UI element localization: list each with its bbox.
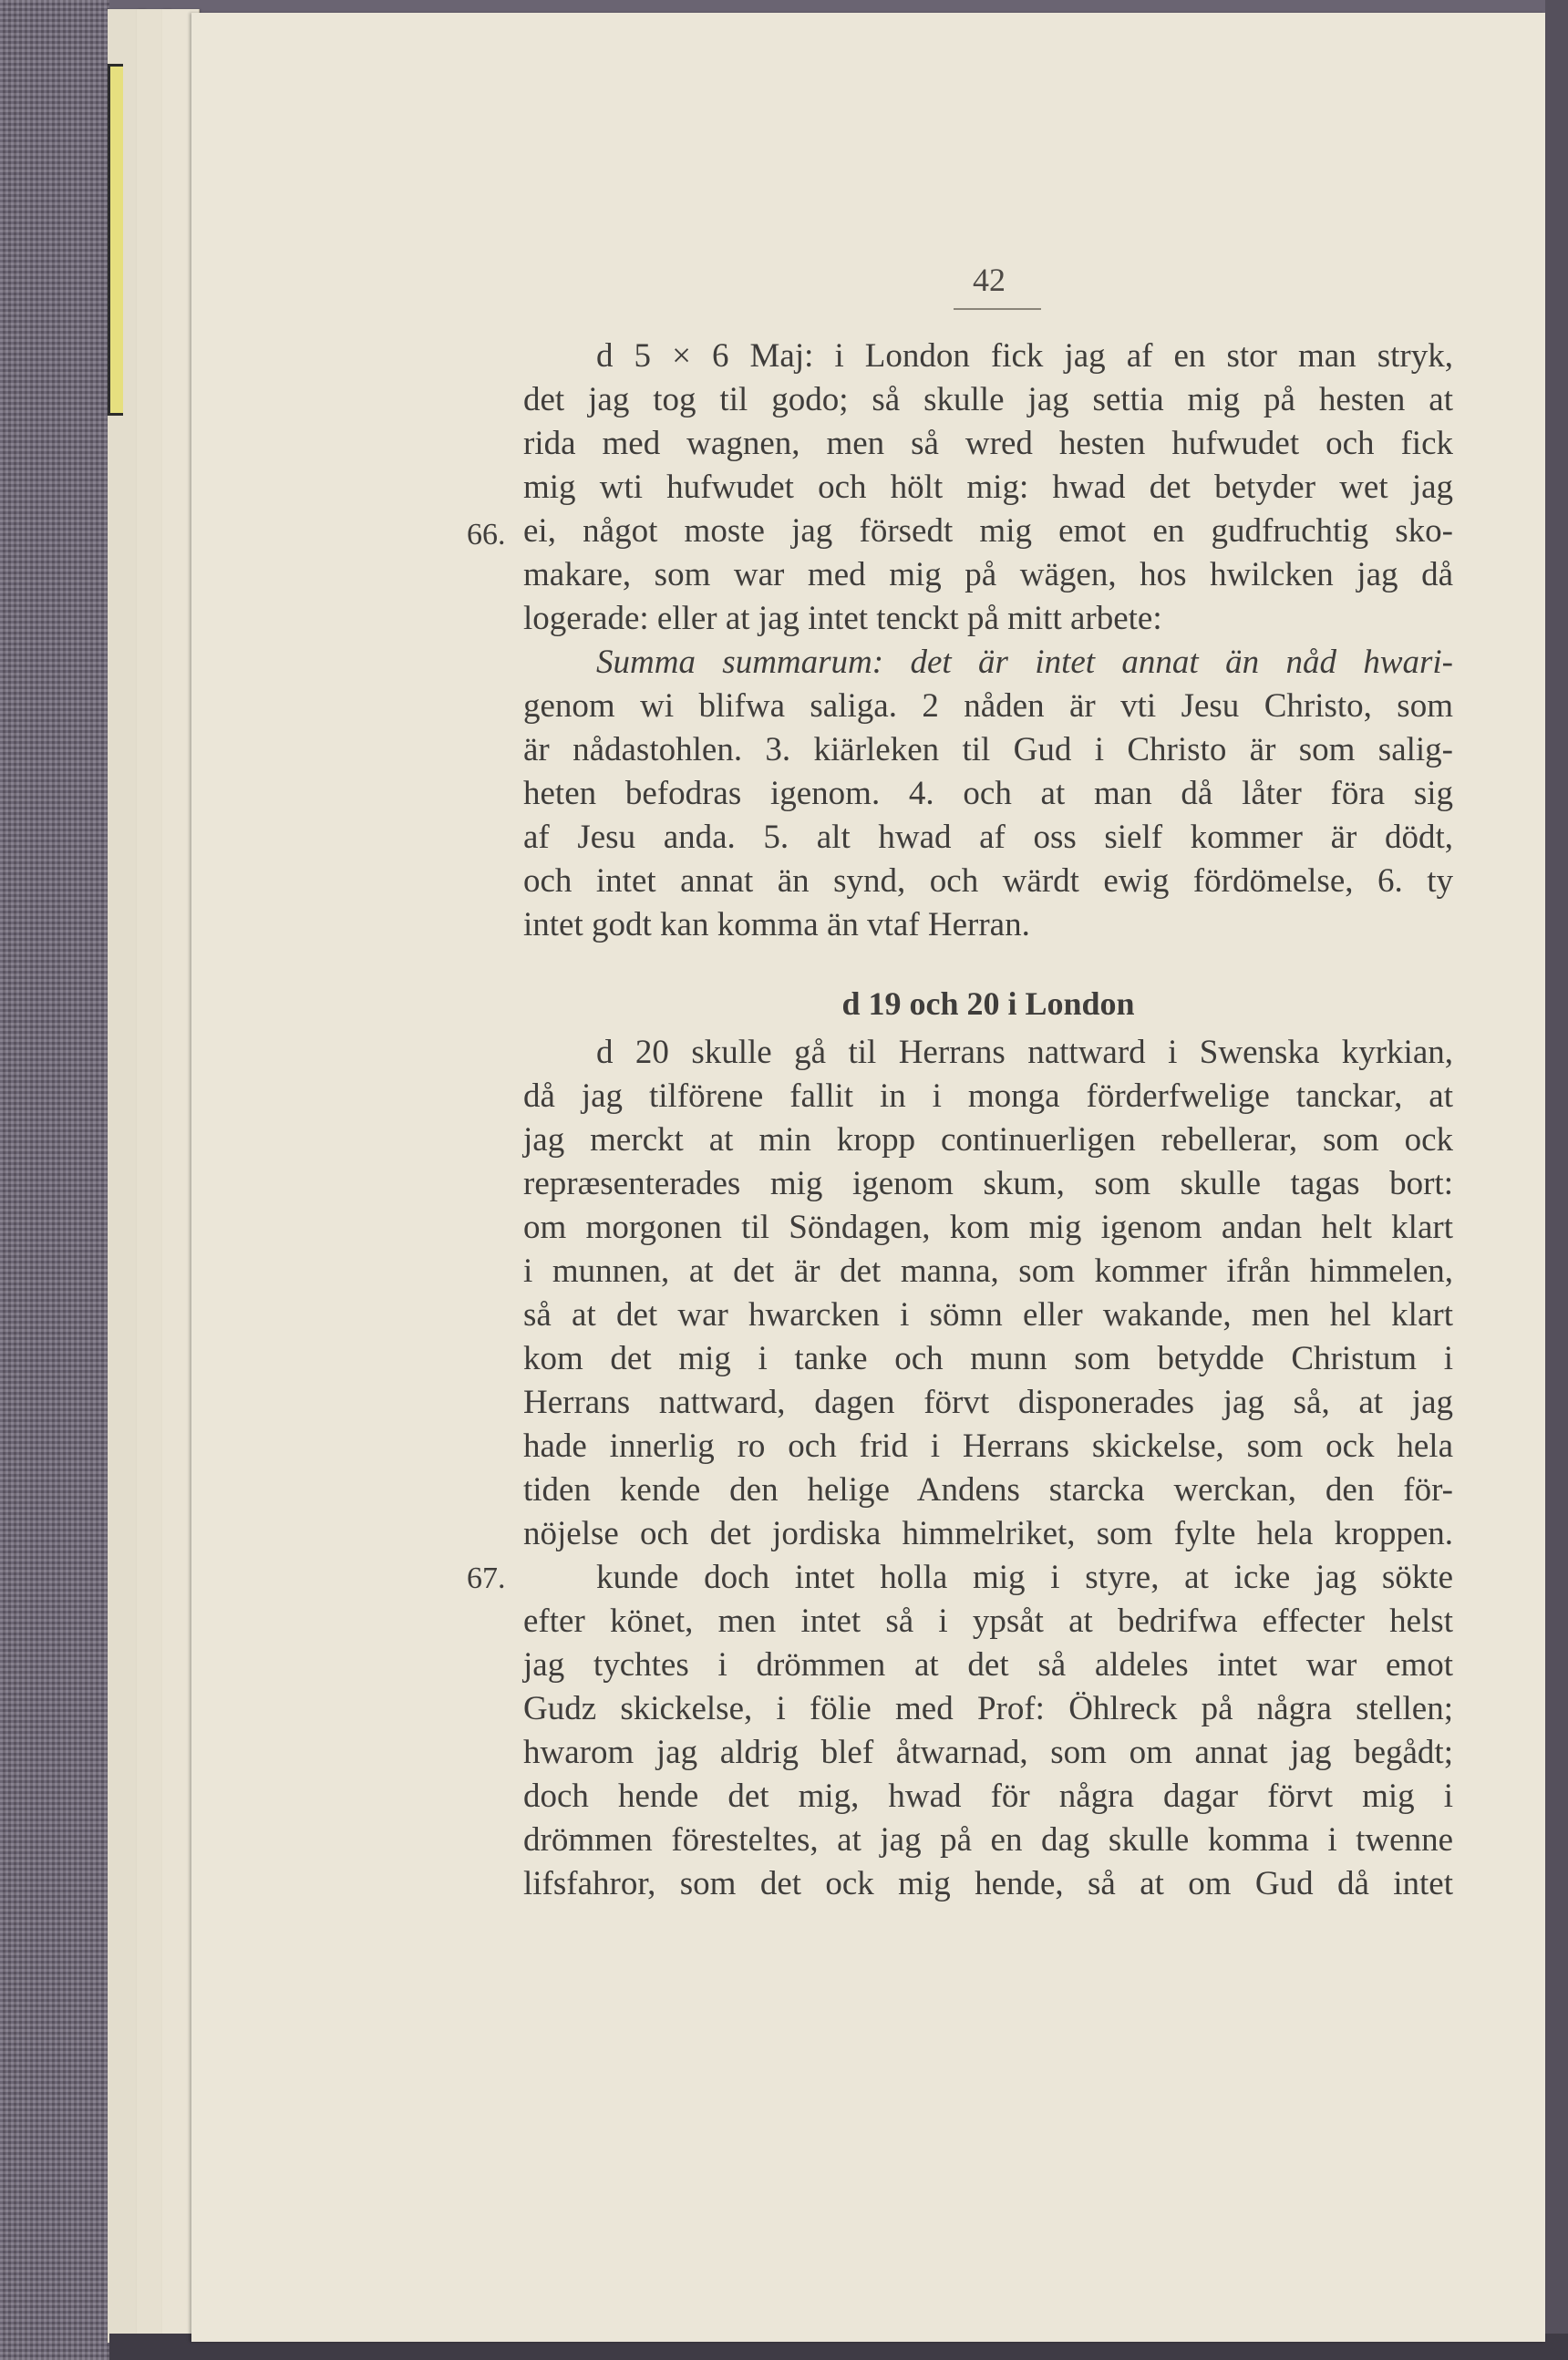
text-line: mig wti hufwudet och hölt mig: hwad det betyder wet jag <box>523 469 1453 506</box>
text-line: rida med wagnen, men så wred hesten hufwudet och fick <box>523 425 1453 462</box>
text-line: ei, något moste jag försedt mig emot en gudfruchtig sko- <box>523 512 1453 550</box>
text-line: repræsenterades mig igenom skum, som skulle tagas bort: <box>523 1165 1453 1202</box>
page-number: 42 <box>973 262 1006 298</box>
scan-background-top <box>109 0 1568 13</box>
section-heading: d 19 och 20 i London <box>841 985 1135 1022</box>
text-line: jag tychtes i drömmen at det så aldeles intet war emot <box>523 1646 1453 1684</box>
text-line: Herrans nattward, dagen förvt disponerades jag så, at jag <box>523 1384 1453 1421</box>
margin-note: 66. <box>467 518 506 551</box>
text-line: så at det war hwarcken i sömn eller wakande, men hel klart <box>523 1296 1453 1334</box>
text-line: Summa summarum: det är intet annat än nåd hwari- <box>596 644 1453 681</box>
page-number-rule <box>954 308 1041 310</box>
text-line: efter könet, men intet så i ypsåt at bedrifwa effecter helst <box>523 1603 1453 1640</box>
margin-note: 67. <box>467 1561 506 1595</box>
text-line: lifsfahror, som det ock mig hende, så at om Gud då intet <box>523 1865 1453 1902</box>
text-line: genom wi blifwa saliga. 2 nåden är vti Jesu Christo, som <box>523 687 1453 725</box>
text-line: kom det mig i tanke och munn som betydde Christum i <box>523 1340 1453 1377</box>
text-line: kunde doch intet holla mig i styre, at icke jag sökte <box>596 1559 1453 1596</box>
text-line: d 5 × 6 Maj: i London fick jag af en stor man stryk, <box>596 337 1453 375</box>
text-line: tiden kende den helige Andens starcka werckan, den för- <box>523 1471 1453 1509</box>
text-line: makare, som war med mig på wägen, hos hwilcken jag då <box>523 556 1453 593</box>
book-binding <box>0 0 109 2360</box>
bookmark-tab <box>108 64 123 416</box>
text-line: och intet annat än synd, och wärdt ewig fördömelse, 6. ty <box>523 862 1453 900</box>
text-line: nöjelse och det jordiska himmelriket, som fylte hela kroppen. <box>523 1515 1453 1552</box>
text-line: då jag tilförene fallit in i monga förderfwelige tanckar, at <box>523 1077 1453 1115</box>
text-line: hade innerlig ro och frid i Herrans skickelse, som ock hela <box>523 1427 1453 1465</box>
text-line: om morgonen til Söndagen, kom mig igenom andan helt klart <box>523 1209 1453 1246</box>
text-line: hwarom jag aldrig blef åtwarnad, som om annat jag begådt; <box>523 1734 1453 1771</box>
text-line: jag merckt at min kropp continuerligen rebellerar, som ock <box>523 1121 1453 1159</box>
text-line: logerade: eller at jag intet tenckt på mitt arbete: <box>523 600 1162 637</box>
text-line: i munnen, at det är det manna, som kommer ifrån himmelen, <box>523 1252 1453 1290</box>
text-line: af Jesu anda. 5. alt hwad af oss sielf kommer är dödt, <box>523 819 1453 856</box>
text-line: är nådastohlen. 3. kiärleken til Gud i Christo är som salig- <box>523 731 1453 768</box>
scan-background-right <box>1545 0 1568 2360</box>
text-line: intet godt kan komma än vtaf Herran. <box>523 906 1030 943</box>
text-line: heten befodras igenom. 4. och at man då låter föra sig <box>523 775 1453 812</box>
text-line: drömmen föresteltes, at jag på en dag skulle komma i twenne <box>523 1821 1453 1859</box>
text-line: det jag tog til godo; så skulle jag settia mig på hesten at <box>523 381 1453 418</box>
text-line: Gudz skickelse, i fölie med Prof: Öhlreck på några stellen; <box>523 1690 1453 1727</box>
text-line: d 20 skulle gå til Herrans nattward i Swenska kyrkian, <box>596 1034 1453 1071</box>
text-line: doch hende det mig, hwad för några dagar förvt mig i <box>523 1778 1453 1815</box>
